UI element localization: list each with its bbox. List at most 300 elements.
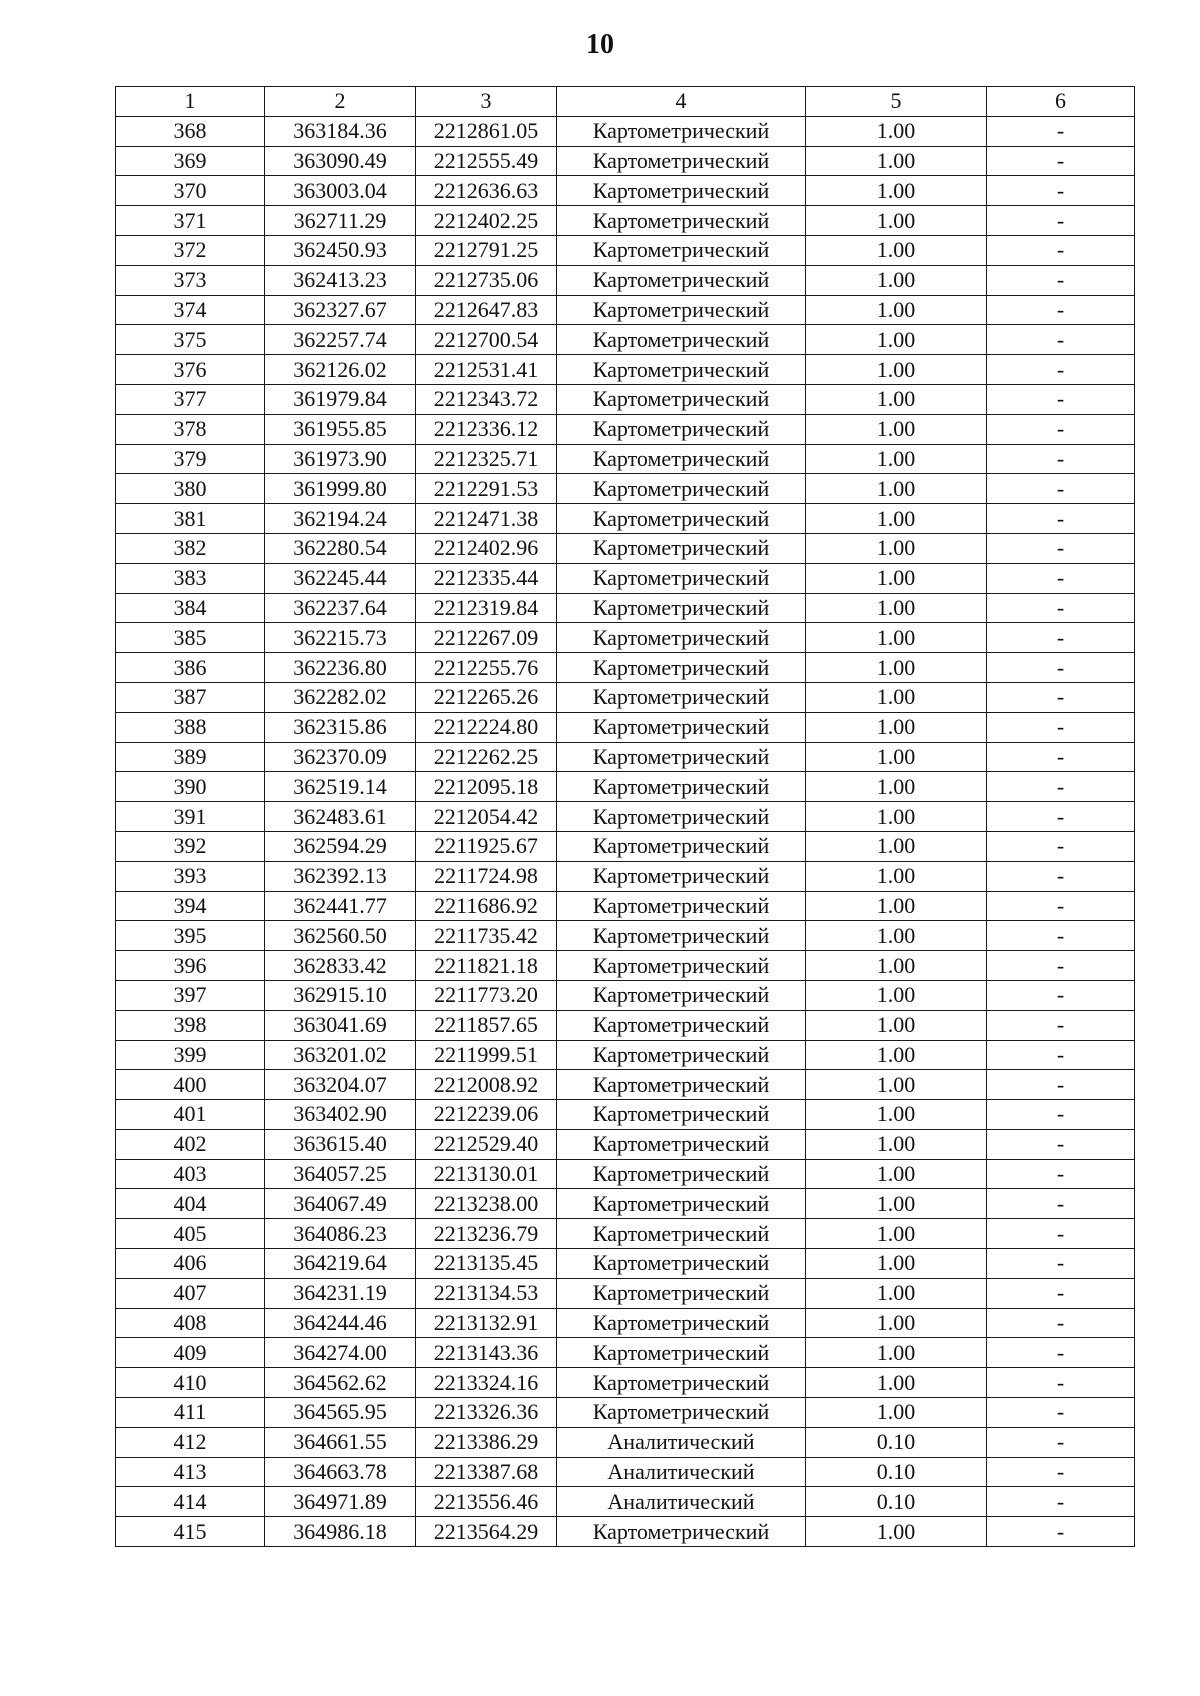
method-cell: Картометрический — [557, 1517, 806, 1547]
point-number-cell: 390 — [116, 772, 265, 802]
y-coordinate-cell: 2211925.67 — [416, 831, 557, 861]
note-cell: - — [987, 176, 1135, 206]
x-coordinate-cell: 364274.00 — [265, 1338, 416, 1368]
x-coordinate-cell: 361999.80 — [265, 474, 416, 504]
point-number-cell: 380 — [116, 474, 265, 504]
method-cell: Картометрический — [557, 533, 806, 563]
method-cell: Картометрический — [557, 384, 806, 414]
table-row — [116, 1398, 1135, 1428]
table-row — [116, 1129, 1135, 1159]
accuracy-cell: 1.00 — [806, 891, 987, 921]
point-number-cell: 395 — [116, 921, 265, 951]
x-coordinate-cell: 363003.04 — [265, 176, 416, 206]
point-number-cell: 403 — [116, 1159, 265, 1189]
accuracy-cell: 1.00 — [806, 1517, 987, 1547]
accuracy-cell: 1.00 — [806, 1129, 987, 1159]
y-coordinate-cell: 2212336.12 — [416, 414, 557, 444]
x-coordinate-cell: 362483.61 — [265, 802, 416, 832]
note-cell: - — [987, 146, 1135, 176]
table-row — [116, 1010, 1135, 1040]
y-coordinate-cell: 2211999.51 — [416, 1040, 557, 1070]
table-row — [116, 384, 1135, 414]
point-number-cell: 384 — [116, 593, 265, 623]
point-number-cell: 386 — [116, 653, 265, 683]
x-coordinate-cell: 362194.24 — [265, 504, 416, 534]
note-cell: - — [987, 355, 1135, 385]
y-coordinate-cell: 2212471.38 — [416, 504, 557, 534]
x-coordinate-cell: 361973.90 — [265, 444, 416, 474]
accuracy-cell: 1.00 — [806, 444, 987, 474]
note-cell: - — [987, 235, 1135, 265]
note-cell: - — [987, 444, 1135, 474]
accuracy-cell: 1.00 — [806, 235, 987, 265]
table-row — [116, 772, 1135, 802]
method-cell: Аналитический — [557, 1487, 806, 1517]
x-coordinate-cell: 364231.19 — [265, 1278, 416, 1308]
note-cell: - — [987, 593, 1135, 623]
y-coordinate-cell: 2213326.36 — [416, 1398, 557, 1428]
y-coordinate-cell: 2212265.26 — [416, 682, 557, 712]
accuracy-cell: 1.00 — [806, 593, 987, 623]
accuracy-cell: 1.00 — [806, 861, 987, 891]
table-row — [116, 504, 1135, 534]
y-coordinate-cell: 2211857.65 — [416, 1010, 557, 1040]
x-coordinate-cell: 364219.64 — [265, 1249, 416, 1279]
y-coordinate-cell: 2212054.42 — [416, 802, 557, 832]
x-coordinate-cell: 362519.14 — [265, 772, 416, 802]
accuracy-cell: 1.00 — [806, 951, 987, 981]
method-cell: Картометрический — [557, 295, 806, 325]
y-coordinate-cell: 2212267.09 — [416, 623, 557, 653]
column-header: 4 — [557, 87, 806, 117]
accuracy-cell: 1.00 — [806, 1189, 987, 1219]
method-cell: Картометрический — [557, 593, 806, 623]
method-cell: Картометрический — [557, 891, 806, 921]
table-row — [116, 951, 1135, 981]
note-cell: - — [987, 1010, 1135, 1040]
table-row — [116, 146, 1135, 176]
accuracy-cell: 1.00 — [806, 1159, 987, 1189]
method-cell: Картометрический — [557, 1249, 806, 1279]
note-cell: - — [987, 1398, 1135, 1428]
table-row — [116, 802, 1135, 832]
accuracy-cell: 0.10 — [806, 1427, 987, 1457]
method-cell: Картометрический — [557, 444, 806, 474]
point-number-cell: 373 — [116, 265, 265, 295]
accuracy-cell: 1.00 — [806, 414, 987, 444]
table-row — [116, 1070, 1135, 1100]
accuracy-cell: 1.00 — [806, 1070, 987, 1100]
x-coordinate-cell: 362392.13 — [265, 861, 416, 891]
y-coordinate-cell: 2212647.83 — [416, 295, 557, 325]
method-cell: Картометрический — [557, 1338, 806, 1368]
table-row — [116, 265, 1135, 295]
note-cell: - — [987, 951, 1135, 981]
method-cell: Картометрический — [557, 235, 806, 265]
accuracy-cell: 1.00 — [806, 206, 987, 236]
method-cell: Картометрический — [557, 623, 806, 653]
y-coordinate-cell: 2213134.53 — [416, 1278, 557, 1308]
point-number-cell: 385 — [116, 623, 265, 653]
method-cell: Картометрический — [557, 474, 806, 504]
accuracy-cell: 1.00 — [806, 176, 987, 206]
x-coordinate-cell: 362280.54 — [265, 533, 416, 563]
note-cell: - — [987, 831, 1135, 861]
y-coordinate-cell: 2213143.36 — [416, 1338, 557, 1368]
point-number-cell: 387 — [116, 682, 265, 712]
note-cell: - — [987, 1249, 1135, 1279]
point-number-cell: 369 — [116, 146, 265, 176]
y-coordinate-cell: 2212008.92 — [416, 1070, 557, 1100]
x-coordinate-cell: 363615.40 — [265, 1129, 416, 1159]
table-row — [116, 831, 1135, 861]
method-cell: Аналитический — [557, 1427, 806, 1457]
x-coordinate-cell: 362560.50 — [265, 921, 416, 951]
accuracy-cell: 1.00 — [806, 831, 987, 861]
method-cell: Картометрический — [557, 1398, 806, 1428]
accuracy-cell: 1.00 — [806, 623, 987, 653]
accuracy-cell: 1.00 — [806, 980, 987, 1010]
point-number-cell: 407 — [116, 1278, 265, 1308]
note-cell: - — [987, 414, 1135, 444]
note-cell: - — [987, 742, 1135, 772]
x-coordinate-cell: 363402.90 — [265, 1100, 416, 1130]
x-coordinate-cell: 362441.77 — [265, 891, 416, 921]
table-row — [116, 355, 1135, 385]
table-row — [116, 1040, 1135, 1070]
x-coordinate-cell: 363201.02 — [265, 1040, 416, 1070]
y-coordinate-cell: 2213236.79 — [416, 1219, 557, 1249]
method-cell: Картометрический — [557, 176, 806, 206]
table-row — [116, 921, 1135, 951]
note-cell: - — [987, 1219, 1135, 1249]
accuracy-cell: 1.00 — [806, 1249, 987, 1279]
x-coordinate-cell: 362126.02 — [265, 355, 416, 385]
point-number-cell: 401 — [116, 1100, 265, 1130]
accuracy-cell: 1.00 — [806, 1010, 987, 1040]
table-row — [116, 980, 1135, 1010]
table-row — [116, 533, 1135, 563]
point-number-cell: 370 — [116, 176, 265, 206]
point-number-cell: 382 — [116, 533, 265, 563]
note-cell: - — [987, 712, 1135, 742]
column-header: 6 — [987, 87, 1135, 117]
x-coordinate-cell: 364086.23 — [265, 1219, 416, 1249]
accuracy-cell: 1.00 — [806, 742, 987, 772]
method-cell: Картометрический — [557, 1368, 806, 1398]
x-coordinate-cell: 361979.84 — [265, 384, 416, 414]
point-number-cell: 372 — [116, 235, 265, 265]
accuracy-cell: 1.00 — [806, 504, 987, 534]
point-number-cell: 406 — [116, 1249, 265, 1279]
y-coordinate-cell: 2213135.45 — [416, 1249, 557, 1279]
method-cell: Картометрический — [557, 116, 806, 146]
y-coordinate-cell: 2212224.80 — [416, 712, 557, 742]
point-number-cell: 379 — [116, 444, 265, 474]
note-cell: - — [987, 1278, 1135, 1308]
accuracy-cell: 0.10 — [806, 1487, 987, 1517]
note-cell: - — [987, 325, 1135, 355]
note-cell: - — [987, 1427, 1135, 1457]
note-cell: - — [987, 1338, 1135, 1368]
accuracy-cell: 1.00 — [806, 712, 987, 742]
table-row — [116, 414, 1135, 444]
y-coordinate-cell: 2213564.29 — [416, 1517, 557, 1547]
point-number-cell: 414 — [116, 1487, 265, 1517]
method-cell: Картометрический — [557, 1040, 806, 1070]
y-coordinate-cell: 2212239.06 — [416, 1100, 557, 1130]
accuracy-cell: 1.00 — [806, 772, 987, 802]
accuracy-cell: 1.00 — [806, 1219, 987, 1249]
method-cell: Картометрический — [557, 682, 806, 712]
note-cell: - — [987, 504, 1135, 534]
method-cell: Картометрический — [557, 861, 806, 891]
x-coordinate-cell: 362450.93 — [265, 235, 416, 265]
y-coordinate-cell: 2213387.68 — [416, 1457, 557, 1487]
table-row — [116, 1219, 1135, 1249]
x-coordinate-cell: 362237.64 — [265, 593, 416, 623]
table-row — [116, 623, 1135, 653]
method-cell: Картометрический — [557, 414, 806, 444]
point-number-cell: 389 — [116, 742, 265, 772]
table-row — [116, 1517, 1135, 1547]
note-cell: - — [987, 1100, 1135, 1130]
method-cell: Картометрический — [557, 355, 806, 385]
note-cell: - — [987, 206, 1135, 236]
accuracy-cell: 1.00 — [806, 116, 987, 146]
x-coordinate-cell: 362711.29 — [265, 206, 416, 236]
table-row — [116, 235, 1135, 265]
point-number-cell: 393 — [116, 861, 265, 891]
note-cell: - — [987, 802, 1135, 832]
accuracy-cell: 0.10 — [806, 1457, 987, 1487]
y-coordinate-cell: 2213556.46 — [416, 1487, 557, 1517]
method-cell: Картометрический — [557, 1100, 806, 1130]
accuracy-cell: 1.00 — [806, 563, 987, 593]
accuracy-cell: 1.00 — [806, 355, 987, 385]
point-number-cell: 383 — [116, 563, 265, 593]
accuracy-cell: 1.00 — [806, 921, 987, 951]
accuracy-cell: 1.00 — [806, 1100, 987, 1130]
point-number-cell: 371 — [116, 206, 265, 236]
point-number-cell: 398 — [116, 1010, 265, 1040]
method-cell: Картометрический — [557, 951, 806, 981]
method-cell: Картометрический — [557, 1159, 806, 1189]
accuracy-cell: 1.00 — [806, 1278, 987, 1308]
note-cell: - — [987, 653, 1135, 683]
point-number-cell: 374 — [116, 295, 265, 325]
table-row — [116, 682, 1135, 712]
point-number-cell: 381 — [116, 504, 265, 534]
x-coordinate-cell: 362257.74 — [265, 325, 416, 355]
note-cell: - — [987, 1487, 1135, 1517]
x-coordinate-cell: 362915.10 — [265, 980, 416, 1010]
x-coordinate-cell: 362413.23 — [265, 265, 416, 295]
point-number-cell: 409 — [116, 1338, 265, 1368]
y-coordinate-cell: 2213132.91 — [416, 1308, 557, 1338]
table-row — [116, 295, 1135, 325]
x-coordinate-cell: 362315.86 — [265, 712, 416, 742]
table-row — [116, 1487, 1135, 1517]
y-coordinate-cell: 2212335.44 — [416, 563, 557, 593]
table-row — [116, 325, 1135, 355]
note-cell: - — [987, 1159, 1135, 1189]
y-coordinate-cell: 2213324.16 — [416, 1368, 557, 1398]
point-number-cell: 396 — [116, 951, 265, 981]
y-coordinate-cell: 2212325.71 — [416, 444, 557, 474]
x-coordinate-cell: 363041.69 — [265, 1010, 416, 1040]
accuracy-cell: 1.00 — [806, 802, 987, 832]
note-cell: - — [987, 1308, 1135, 1338]
coordinates-table — [115, 86, 1135, 1547]
x-coordinate-cell: 364067.49 — [265, 1189, 416, 1219]
table-row — [116, 593, 1135, 623]
accuracy-cell: 1.00 — [806, 384, 987, 414]
method-cell: Картометрический — [557, 206, 806, 236]
x-coordinate-cell: 362594.29 — [265, 831, 416, 861]
x-coordinate-cell: 362833.42 — [265, 951, 416, 981]
y-coordinate-cell: 2213238.00 — [416, 1189, 557, 1219]
accuracy-cell: 1.00 — [806, 474, 987, 504]
note-cell: - — [987, 474, 1135, 504]
point-number-cell: 402 — [116, 1129, 265, 1159]
accuracy-cell: 1.00 — [806, 1308, 987, 1338]
table-row — [116, 563, 1135, 593]
accuracy-cell: 1.00 — [806, 1338, 987, 1368]
accuracy-cell: 1.00 — [806, 295, 987, 325]
y-coordinate-cell: 2213130.01 — [416, 1159, 557, 1189]
method-cell: Картометрический — [557, 1278, 806, 1308]
point-number-cell: 388 — [116, 712, 265, 742]
y-coordinate-cell: 2212402.96 — [416, 533, 557, 563]
point-number-cell: 375 — [116, 325, 265, 355]
note-cell: - — [987, 861, 1135, 891]
method-cell: Картометрический — [557, 1010, 806, 1040]
table-row — [116, 653, 1135, 683]
method-cell: Картометрический — [557, 831, 806, 861]
y-coordinate-cell: 2212555.49 — [416, 146, 557, 176]
point-number-cell: 410 — [116, 1368, 265, 1398]
table-row — [116, 116, 1135, 146]
method-cell: Картометрический — [557, 265, 806, 295]
note-cell: - — [987, 980, 1135, 1010]
column-header: 5 — [806, 87, 987, 117]
y-coordinate-cell: 2212262.25 — [416, 742, 557, 772]
x-coordinate-cell: 362215.73 — [265, 623, 416, 653]
y-coordinate-cell: 2212531.41 — [416, 355, 557, 385]
note-cell: - — [987, 1129, 1135, 1159]
note-cell: - — [987, 1040, 1135, 1070]
y-coordinate-cell: 2211724.98 — [416, 861, 557, 891]
table-row — [116, 712, 1135, 742]
column-header: 3 — [416, 87, 557, 117]
accuracy-cell: 1.00 — [806, 1398, 987, 1428]
y-coordinate-cell: 2212700.54 — [416, 325, 557, 355]
point-number-cell: 404 — [116, 1189, 265, 1219]
accuracy-cell: 1.00 — [806, 325, 987, 355]
point-number-cell: 378 — [116, 414, 265, 444]
y-coordinate-cell: 2212319.84 — [416, 593, 557, 623]
accuracy-cell: 1.00 — [806, 146, 987, 176]
table-row — [116, 206, 1135, 236]
x-coordinate-cell: 364244.46 — [265, 1308, 416, 1338]
accuracy-cell: 1.00 — [806, 265, 987, 295]
point-number-cell: 377 — [116, 384, 265, 414]
y-coordinate-cell: 2212343.72 — [416, 384, 557, 414]
table-row — [116, 1159, 1135, 1189]
method-cell: Картометрический — [557, 712, 806, 742]
method-cell: Аналитический — [557, 1457, 806, 1487]
note-cell: - — [987, 772, 1135, 802]
table-row — [116, 1278, 1135, 1308]
note-cell: - — [987, 921, 1135, 951]
method-cell: Картометрический — [557, 563, 806, 593]
column-header: 1 — [116, 87, 265, 117]
note-cell: - — [987, 682, 1135, 712]
table-row — [116, 1427, 1135, 1457]
y-coordinate-cell: 2211821.18 — [416, 951, 557, 981]
note-cell: - — [987, 116, 1135, 146]
page-number: 10 — [586, 29, 614, 60]
y-coordinate-cell: 2211735.42 — [416, 921, 557, 951]
method-cell: Картометрический — [557, 1129, 806, 1159]
method-cell: Картометрический — [557, 504, 806, 534]
table-row — [116, 1338, 1135, 1368]
table-row — [116, 891, 1135, 921]
x-coordinate-cell: 364971.89 — [265, 1487, 416, 1517]
x-coordinate-cell: 364562.62 — [265, 1368, 416, 1398]
x-coordinate-cell: 362236.80 — [265, 653, 416, 683]
table-row — [116, 1308, 1135, 1338]
note-cell: - — [987, 1189, 1135, 1219]
note-cell: - — [987, 623, 1135, 653]
method-cell: Картометрический — [557, 1308, 806, 1338]
method-cell: Картометрический — [557, 653, 806, 683]
column-header: 2 — [265, 87, 416, 117]
point-number-cell: 412 — [116, 1427, 265, 1457]
point-number-cell: 391 — [116, 802, 265, 832]
table-header-row — [116, 87, 1135, 117]
x-coordinate-cell: 364986.18 — [265, 1517, 416, 1547]
table-row — [116, 444, 1135, 474]
point-number-cell: 415 — [116, 1517, 265, 1547]
point-number-cell: 408 — [116, 1308, 265, 1338]
x-coordinate-cell: 364057.25 — [265, 1159, 416, 1189]
point-number-cell: 405 — [116, 1219, 265, 1249]
y-coordinate-cell: 2211686.92 — [416, 891, 557, 921]
y-coordinate-cell: 2212291.53 — [416, 474, 557, 504]
note-cell: - — [987, 384, 1135, 414]
point-number-cell: 413 — [116, 1457, 265, 1487]
table-row — [116, 861, 1135, 891]
point-number-cell: 399 — [116, 1040, 265, 1070]
y-coordinate-cell: 2212095.18 — [416, 772, 557, 802]
y-coordinate-cell: 2212861.05 — [416, 116, 557, 146]
note-cell: - — [987, 1457, 1135, 1487]
y-coordinate-cell: 2212255.76 — [416, 653, 557, 683]
point-number-cell: 368 — [116, 116, 265, 146]
note-cell: - — [987, 265, 1135, 295]
x-coordinate-cell: 363184.36 — [265, 116, 416, 146]
table-body — [116, 87, 1135, 1547]
note-cell: - — [987, 563, 1135, 593]
accuracy-cell: 1.00 — [806, 653, 987, 683]
y-coordinate-cell: 2213386.29 — [416, 1427, 557, 1457]
method-cell: Картометрический — [557, 146, 806, 176]
method-cell: Картометрический — [557, 325, 806, 355]
note-cell: - — [987, 891, 1135, 921]
method-cell: Картометрический — [557, 802, 806, 832]
